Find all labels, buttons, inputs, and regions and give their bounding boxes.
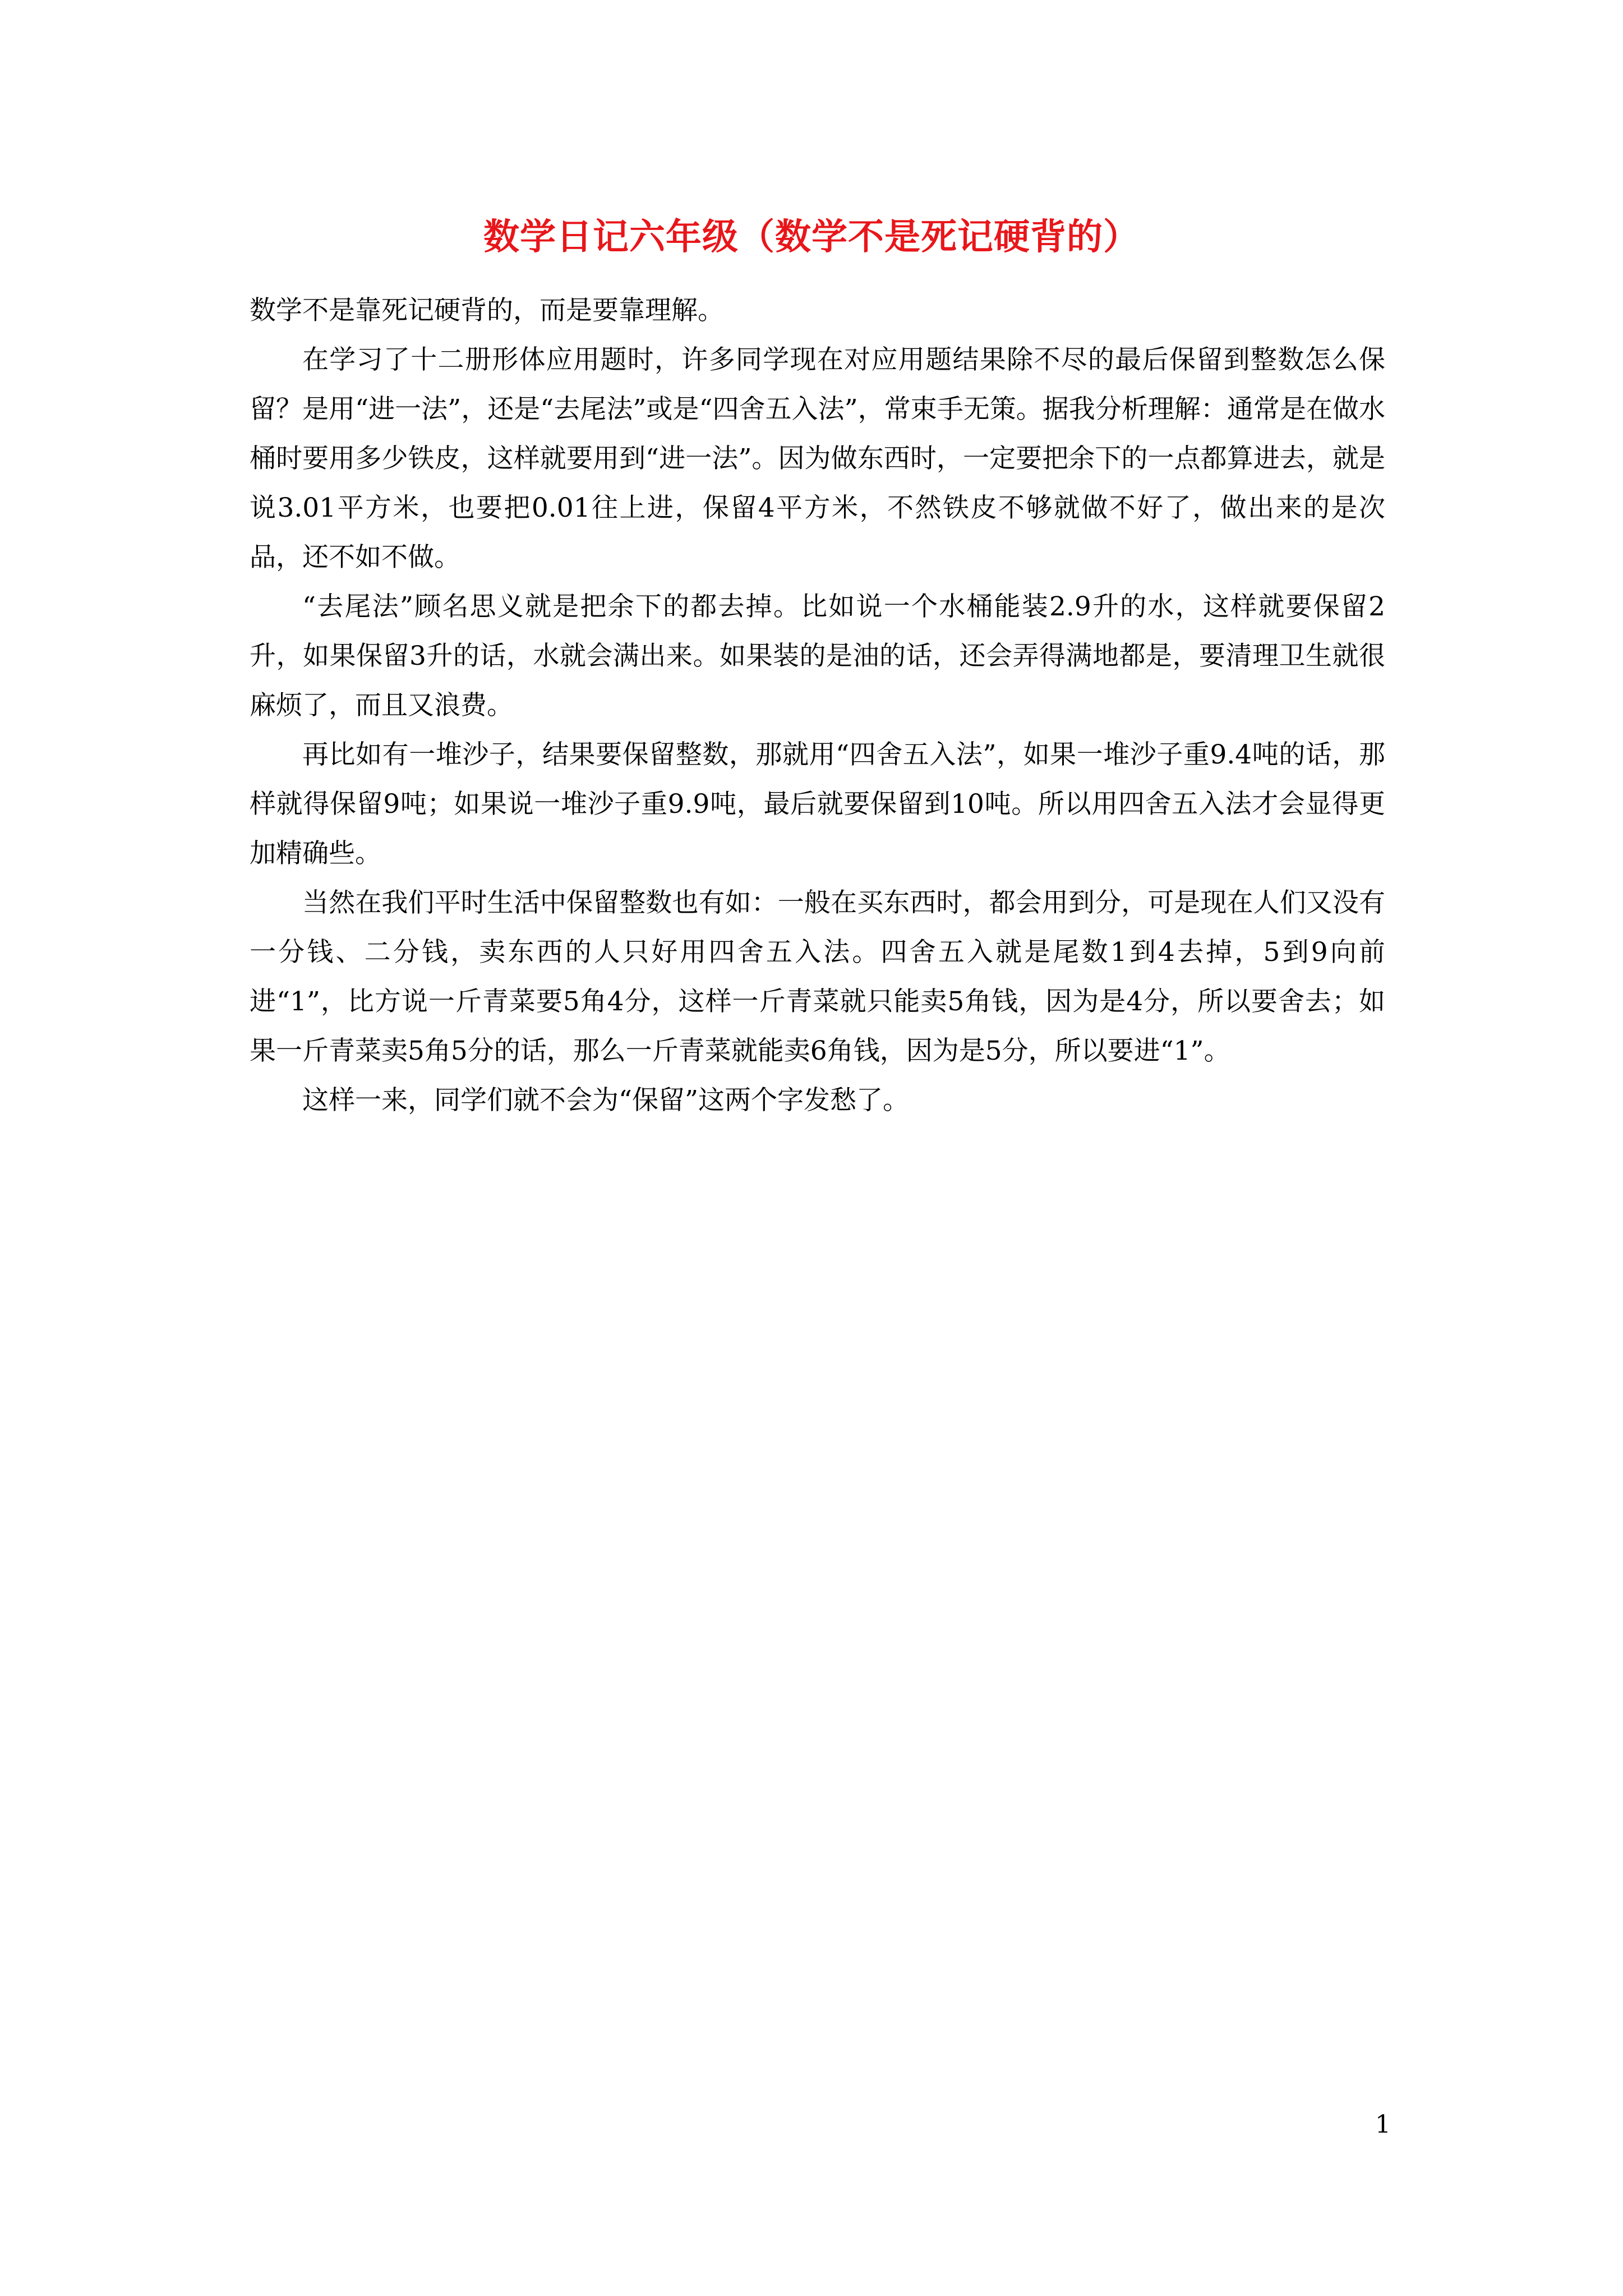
paragraph-5: 当然在我们平时生活中保留整数也有如：一般在买东西时，都会用到分，可是现在人们又没有一分钱、二分钱，卖东西的人只好用四舍五入法。四舍五入就是尾数1到4去掉，5到9向前进“1”，比方说一斤青菜要5角4分，这样一斤青菜就只能卖5角钱，因为是4分，所以要舍去；如果一斤青菜卖5角5分的话，那么一斤青菜就能卖6角钱，因为是5分，所以要进“1”。 (250, 887, 1385, 1066)
document-body (250, 286, 1385, 1125)
page-number: 1 (1375, 2110, 1391, 2139)
paragraph-1: 数学不是靠死记硬背的，而是要靠理解。 (250, 295, 724, 326)
paragraph-3: “去尾法”顾名思义就是把余下的都去掉。比如说一个水桶能装2.9升的水，这样就要保留2升，如果保留3升的话，水就会满出来。如果装的是油的话，还会弄得满地都是，要清理卫生就很麻烦了，而且又浪费。 (250, 591, 1385, 721)
document-title: 数学日记六年级（数学不是死记硬背的） (483, 216, 1140, 258)
paragraph-4: 再比如有一堆沙子，结果要保留整数，那就用“四舍五入法”，如果一堆沙子重9.4吨的话，那样就得保留9吨；如果说一堆沙子重9.9吨，最后就要保留到10吨。所以用四舍五入法才会显得更加精确些。 (250, 739, 1385, 869)
paragraph-6: 这样一来，同学们就不会为“保留”这两个字发愁了。 (302, 1085, 910, 1116)
paragraph-2: 在学习了十二册形体应用题时，许多同学现在对应用题结果除不尽的最后保留到整数怎么保留？是用“进一法”，还是“去尾法”或是“四舍五入法”，常束手无策。据我分析理解：通常是在做水桶时要用多少铁皮，这样就要用到“进一法”。因为做东西时，一定要把余下的一点都算进去，就是说3.01平方米，也要把0.01往上进，保留4平方米，不然铁皮不够就做不好了，做出来的是次品，还不如不做。 (250, 344, 1385, 573)
